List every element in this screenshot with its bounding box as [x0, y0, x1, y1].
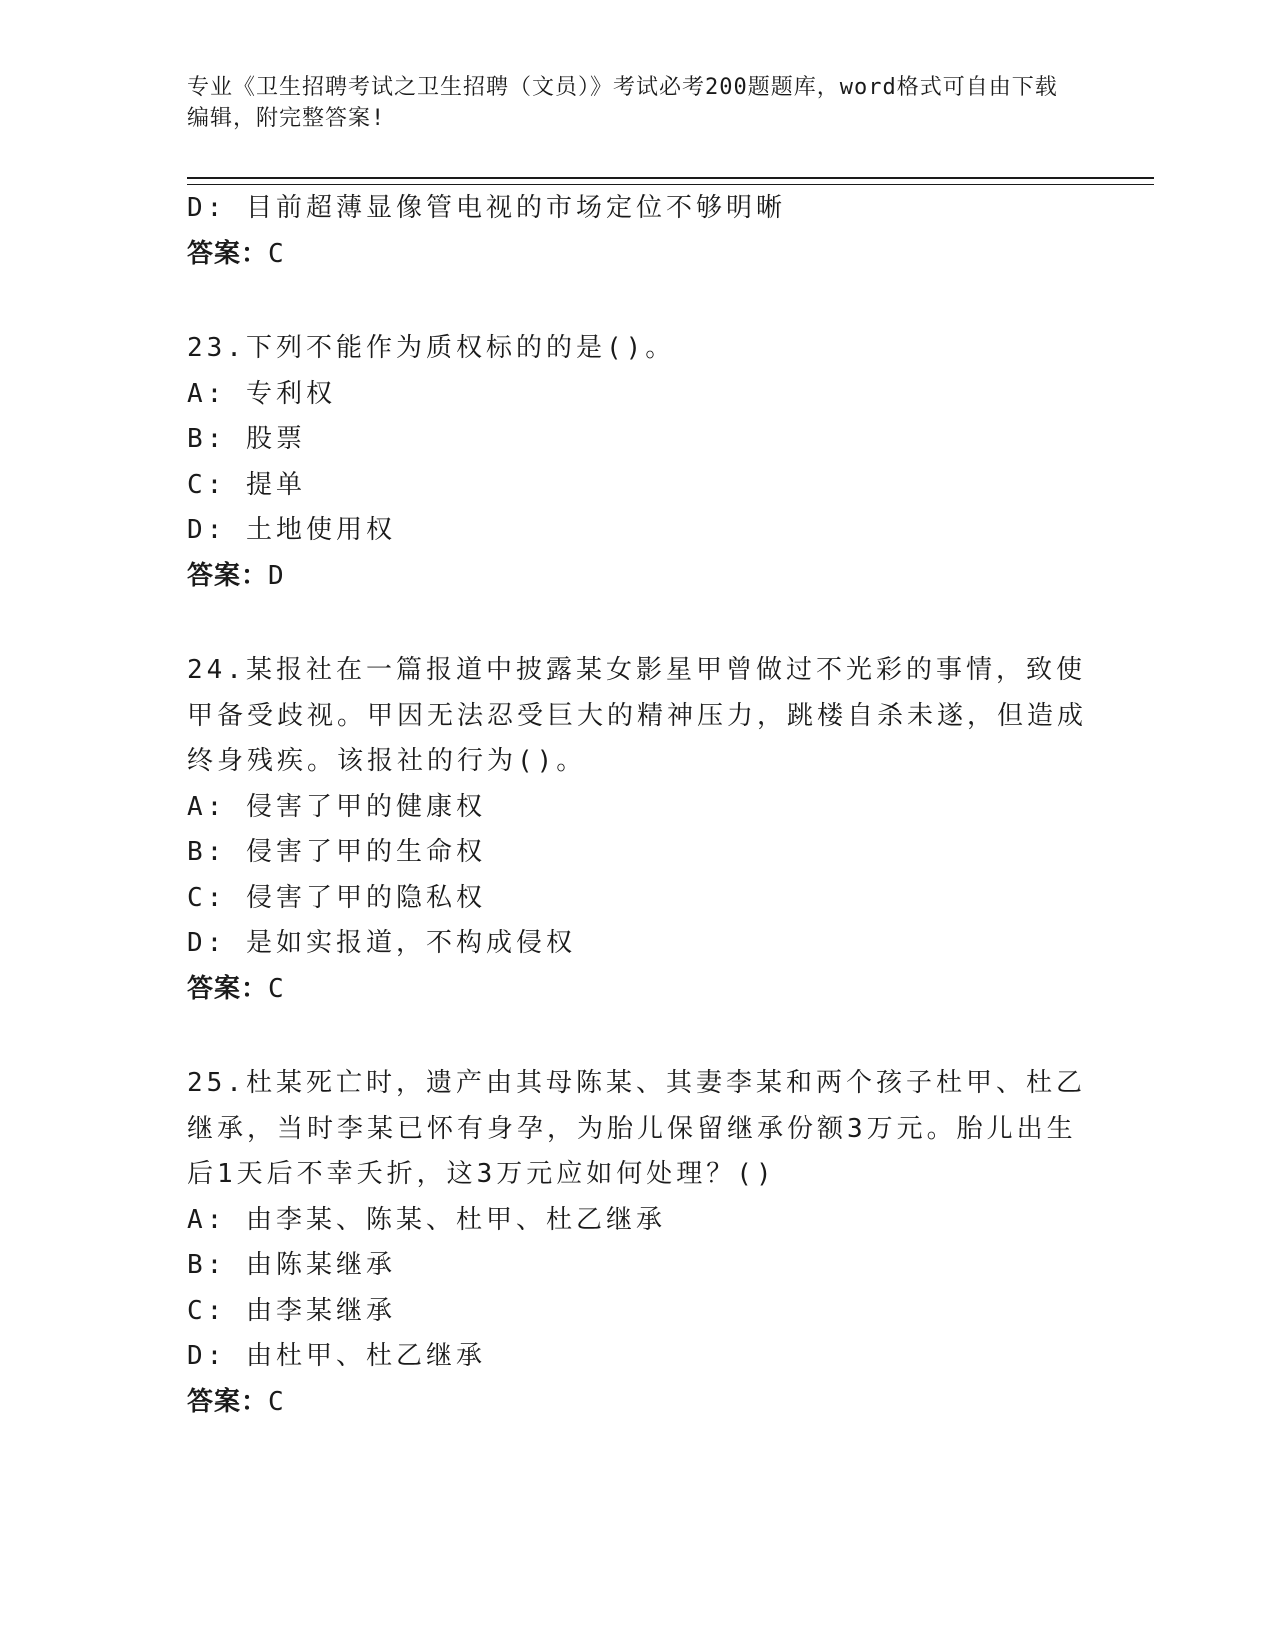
option-b: B: 侵害了甲的生命权 — [187, 837, 486, 867]
answer — [187, 1380, 1087, 1426]
answer-label: 答案： — [187, 238, 269, 269]
question-24 — [187, 648, 1087, 1012]
option-b: B: 由陈某继承 — [187, 1250, 396, 1280]
option-a: A: 专利权 — [187, 378, 336, 409]
question-25 — [187, 1061, 1087, 1425]
answer-label: 答案： — [187, 973, 269, 1004]
option-b: B: 股票 — [187, 424, 306, 454]
answer — [187, 554, 1087, 600]
answer-label: 答案： — [187, 1386, 269, 1417]
answer-value: C — [268, 238, 284, 269]
option-d: D: 是如实报道，不构成侵权 — [187, 928, 576, 958]
header-divider — [187, 177, 1154, 185]
document-body — [187, 186, 1087, 1425]
answer-label: 答案： — [187, 560, 269, 591]
option-d: D: 由杜甲、杜乙继承 — [187, 1341, 486, 1371]
option-c: C: 由李某继承 — [187, 1295, 396, 1326]
answer — [187, 967, 1087, 1013]
prev-option-d: D: 目前超薄显像管电视的市场定位不够明晰 — [187, 193, 786, 223]
option-d: D: 土地使用权 — [187, 515, 396, 545]
answer-value: C — [268, 973, 284, 1004]
option-a: A: 由李某、陈某、杜甲、杜乙继承 — [187, 1204, 666, 1235]
option-c: C: 侵害了甲的隐私权 — [187, 882, 486, 913]
answer-value: D — [268, 560, 284, 591]
question-stem: 23.下列不能作为质权标的的是()。 — [187, 333, 676, 363]
option-c: C: 提单 — [187, 469, 306, 500]
question-23 — [187, 326, 1087, 599]
option-a: A: 侵害了甲的健康权 — [187, 791, 486, 822]
answer-value: C — [268, 1386, 284, 1417]
question-stem: 25.杜某死亡时，遗产由其母陈某、其妻李某和两个孩子杜甲、杜乙继承，当时李某已怀有身孕，为胎儿保留继承份额3万元。胎儿出生后1天后不幸夭折，这3万元应如何处理？() — [187, 1068, 1086, 1189]
document-header: 专业《卫生招聘考试之卫生招聘（文员）》考试必考200题题库，word格式可自由下载编辑，附完整答案! — [187, 75, 1058, 131]
question-stem: 24.某报社在一篇报道中披露某女影星甲曾做过不光彩的事情，致使甲备受歧视。甲因无法忍受巨大的精神压力，跳楼自杀未遂，但造成终身残疾。该报社的行为()。 — [187, 655, 1088, 776]
prev-answer — [187, 232, 1087, 278]
